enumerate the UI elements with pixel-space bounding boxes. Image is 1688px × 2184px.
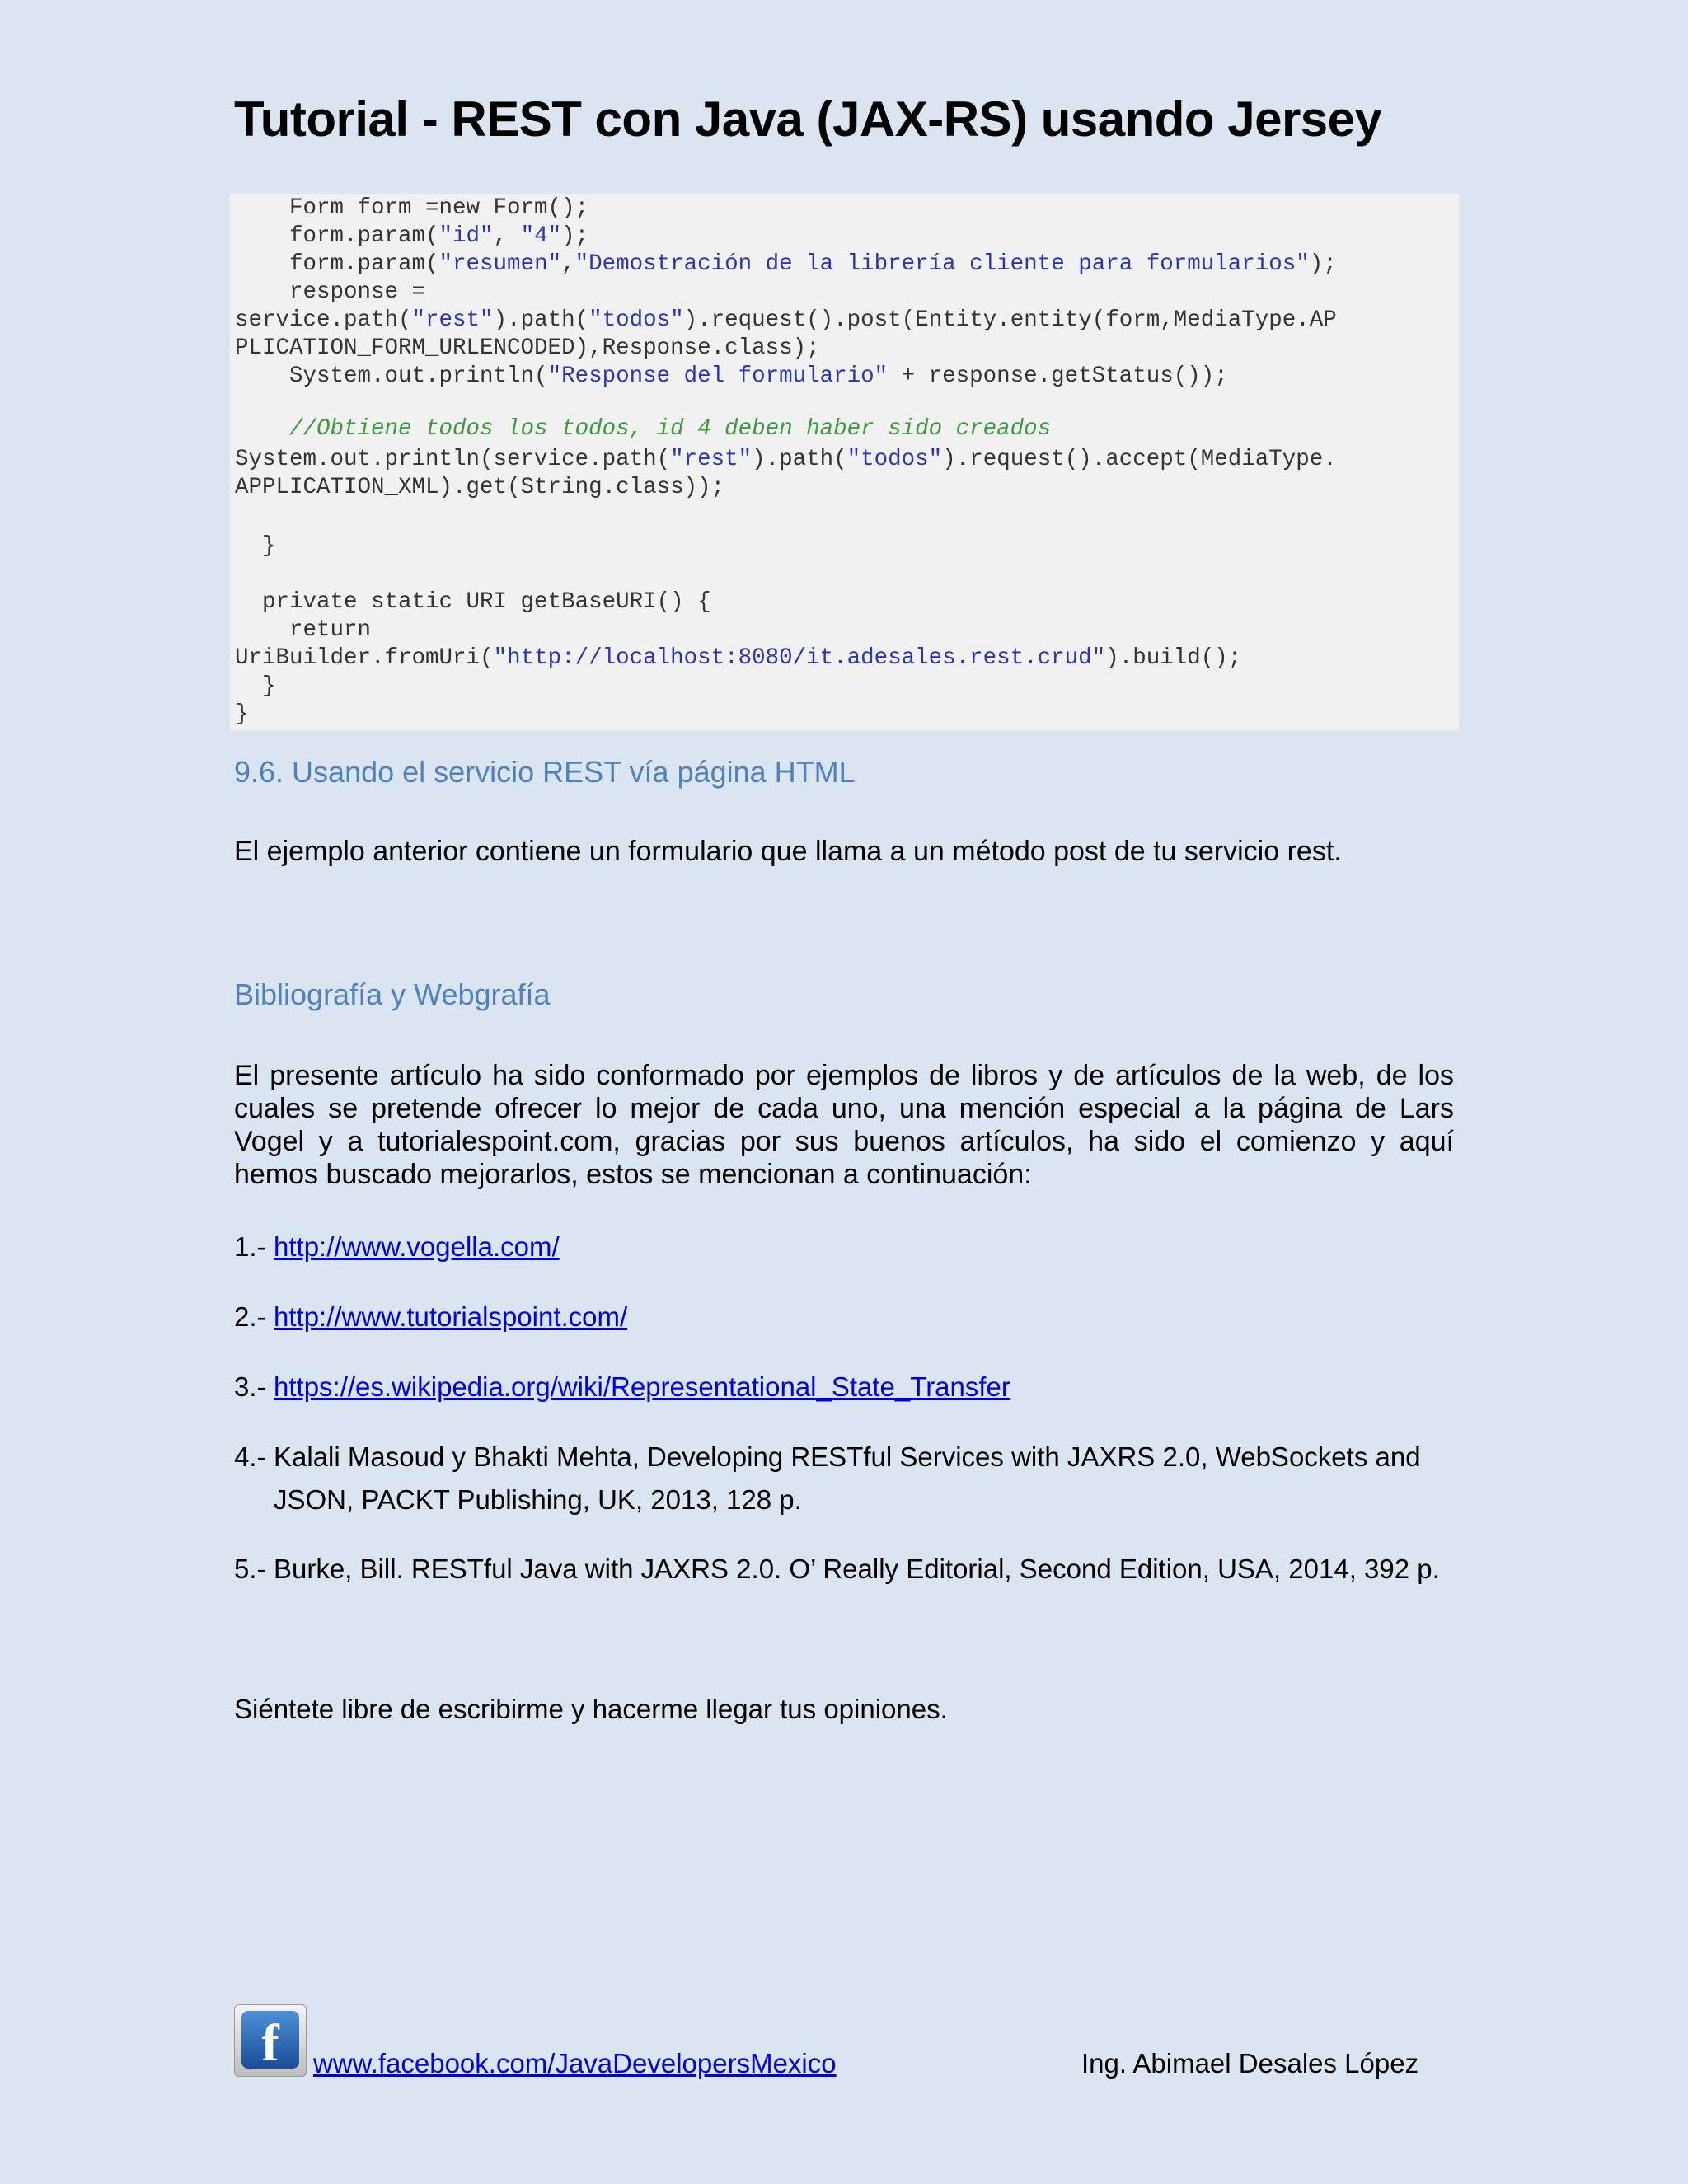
reference-link-wikipedia[interactable]: https://es.wikipedia.org/wiki/Representational_State_Transfer bbox=[274, 1371, 1010, 1402]
code-comment: //Obtiene todos los todos, id 4 deben haber sido creados bbox=[235, 416, 1052, 442]
footer-author: Ing. Abimael Desales López bbox=[1081, 2048, 1419, 2079]
code-line: System.out.println("Response del formulario" + response.getStatus()); bbox=[235, 363, 1228, 389]
reference-link-tutorialspoint[interactable]: http://www.tutorialspoint.com/ bbox=[274, 1301, 628, 1332]
bibliography-heading: Bibliografía y Webgrafía bbox=[234, 977, 551, 1011]
reference-item bbox=[234, 1226, 560, 1268]
code-line: return bbox=[235, 617, 372, 643]
code-block bbox=[230, 194, 1459, 730]
code-line: form.param("id", "4"); bbox=[235, 223, 589, 249]
code-line: response = bbox=[235, 279, 426, 305]
reference-item bbox=[234, 1366, 1010, 1408]
page-title: Tutorial - REST con Java (JAX-RS) usando Jersey bbox=[234, 91, 1382, 147]
reference-number: 1.- bbox=[234, 1231, 266, 1262]
section-heading-9-6: 9.6. Usando el servicio REST vía página HTML bbox=[234, 755, 856, 789]
paragraph-line: cuales se pretende ofrecer lo mejor de cada uno, una mención especial a la página de Lars bbox=[234, 1093, 1454, 1124]
reference-number: 5.- bbox=[234, 1554, 266, 1584]
reference-number: 3.- bbox=[234, 1371, 266, 1402]
paragraph-line: El presente artículo ha sido conformado por ejemplos de libros y de artículos de la web, de los bbox=[234, 1060, 1454, 1091]
code-line: private static URI getBaseURI() { bbox=[235, 589, 711, 615]
reference-item bbox=[234, 1296, 627, 1338]
facebook-icon-letter: f bbox=[241, 2011, 299, 2069]
paragraph-line: hemos buscado mejorarlos, estos se mencionan a continuación: bbox=[234, 1159, 1032, 1190]
reference-item bbox=[234, 1436, 1421, 1521]
code-line: PLICATION_FORM_URLENCODED),Response.class); bbox=[235, 335, 820, 361]
code-line: service.path("rest").path("todos").request().post(Entity.entity(form,MediaType.AP bbox=[235, 307, 1337, 333]
reference-item bbox=[234, 1548, 1440, 1591]
reference-number: 2.- bbox=[234, 1301, 266, 1332]
reference-text: Kalali Masoud y Bhakti Mehta, Developing RESTful Services with JAXRS 2.0, WebSockets and bbox=[274, 1441, 1421, 1472]
reference-link-vogella[interactable]: http://www.vogella.com/ bbox=[274, 1231, 560, 1262]
code-line: Form form =new Form(); bbox=[235, 195, 589, 221]
section-9-6-text: El ejemplo anterior contiene un formulario que llama a un método post de tu servicio rest. bbox=[234, 836, 1342, 867]
facebook-link[interactable]: www.facebook.com/JavaDevelopersMexico bbox=[313, 2048, 837, 2079]
paragraph-line: Vogel y a tutorialespoint.com, gracias por sus buenos artículos, ha sido el comienzo y aquí bbox=[234, 1126, 1454, 1157]
facebook-icon[interactable] bbox=[234, 2004, 307, 2077]
code-line: } bbox=[235, 701, 249, 727]
code-line: APPLICATION_XML).get(String.class)); bbox=[235, 475, 725, 500]
closing-text: Siéntete libre de escribirme y hacerme llegar tus opiniones. bbox=[234, 1694, 948, 1724]
code-line: form.param("resumen","Demostración de la librería cliente para formularios"); bbox=[235, 251, 1337, 277]
bibliography-paragraph bbox=[234, 1059, 1454, 1191]
code-line: } bbox=[235, 673, 276, 699]
code-line: UriBuilder.fromUri("http://localhost:8080/it.adesales.rest.crud").build(); bbox=[235, 645, 1242, 671]
reference-text-continued: JSON, PACKT Publishing, UK, 2013, 128 p. bbox=[274, 1484, 802, 1515]
code-line: System.out.println(service.path("rest").path("todos").request().accept(MediaType. bbox=[235, 447, 1337, 472]
code-line: } bbox=[235, 533, 276, 559]
reference-text: Burke, Bill. RESTful Java with JAXRS 2.0. O’ Really Editorial, Second Edition, USA, 2014, 392 p. bbox=[274, 1554, 1440, 1584]
reference-number: 4.- bbox=[234, 1441, 266, 1472]
